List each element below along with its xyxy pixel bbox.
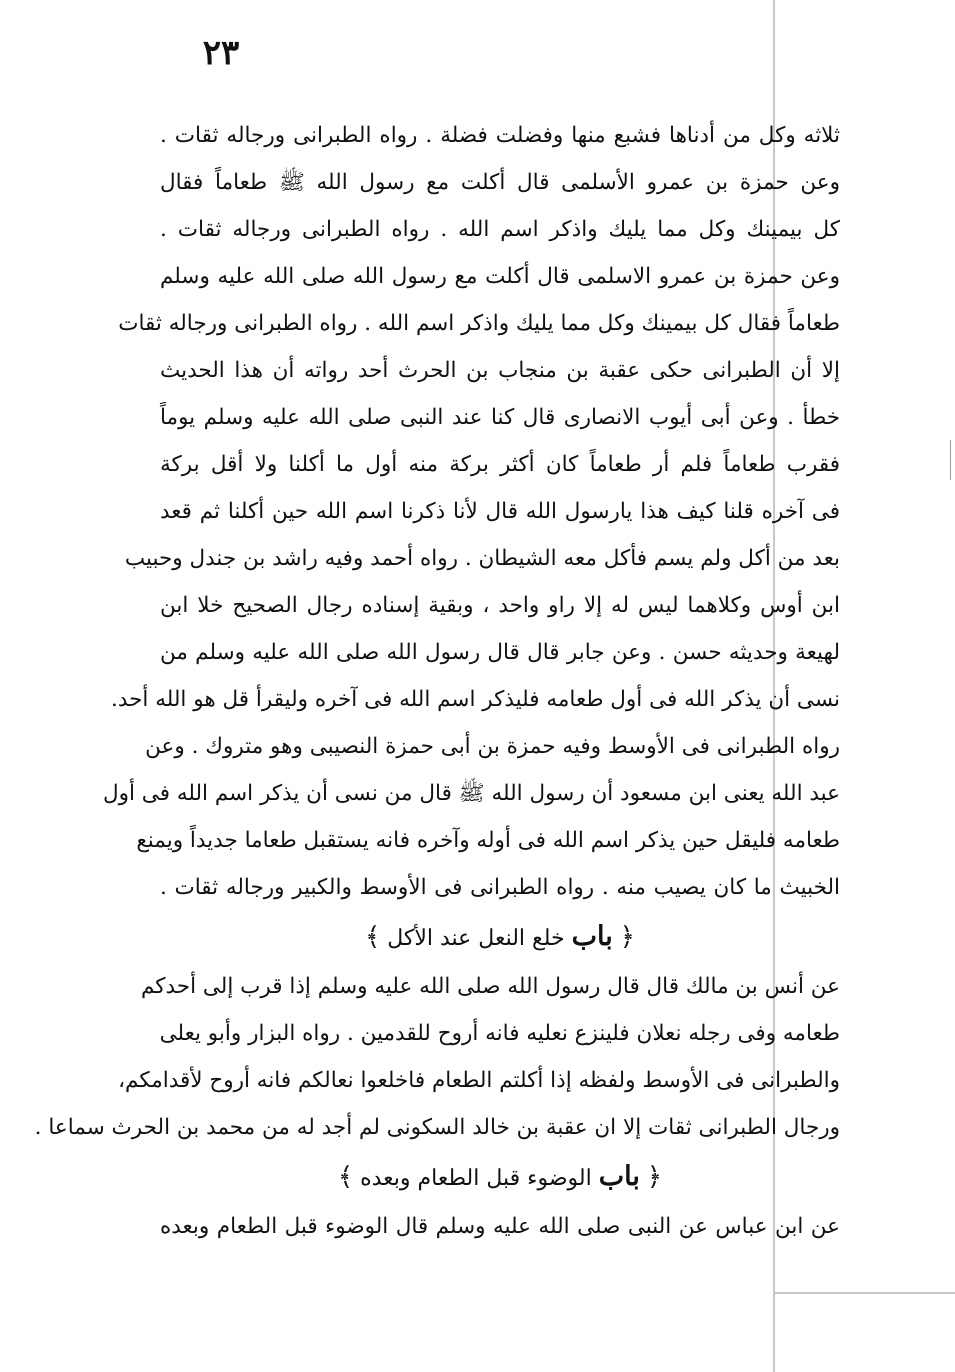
text-line: عبد الله يعنى ابن مسعود أن رسول الله ﷺ قال من نسى أن يذكر اسم الله فى أول (102, 781, 840, 806)
text-line: طعامه وفى رجله نعلان فلينزع نعليه فانه أروح للقدمين . رواه البزار وأبو يعلى (159, 1021, 840, 1046)
text-line: والطبرانى فى الأوسط ولفظه إذا أكلتم الطعام فاخلعوا نعالكم فانه أروح لأقدامكم، (118, 1068, 840, 1093)
text-line: ورجال الطبرانى ثقات إلا ان عقبة بن خالد السكونى لم أجد له من محمد بن الحرث سماعا . (34, 1115, 840, 1140)
text-line: خطأ . وعن أبى أيوب الانصارى قال كنا عند النبى صلى الله عليه وسلم يوماً (160, 405, 840, 430)
chapter-title: خلع النعل عند الأكل (387, 926, 565, 951)
text-line: رواه الطبرانى فى الأوسط وفيه حمزة بن أبى حمزة النصيبى وهو متروك . وعن (145, 734, 840, 759)
main-text (34, 112, 840, 1250)
open-bracket: ﴿ (619, 922, 636, 952)
text-line: عن أنس بن مالك قال قال رسول الله صلى الله عليه وسلم إذا قرب إلى أحدكم (140, 974, 840, 999)
text-line: وعن حمزة بن عمرو الاسلمى قال أكلت مع رسول الله صلى الله عليه وسلم (160, 264, 840, 289)
chapter-label: باب (571, 921, 613, 952)
text-line: الخبيث ما كان يصيب منه . رواه الطبرانى فى الأوسط والكبير ورجاله ثقات . (160, 875, 840, 900)
close-bracket: ﴾ (364, 922, 381, 952)
text-line: طعاماً فقال كل بيمينك وكل مما يليك واذكر اسم الله . رواه الطبرانى ورجاله ثقات (118, 311, 840, 336)
chapter-heading (160, 1151, 840, 1203)
text-line: وعن حمزة بن عمرو الأسلمى قال أكلت مع رسول الله ﷺ طعاماً فقال (160, 170, 840, 195)
text-line: فى آخره قلنا كيف هذا يارسول الله قال لأنا ذكرنا اسم الله حين أكلنا ثم قعد (160, 499, 840, 524)
text-line: طعامه فليقل حين يذكر اسم الله فى أوله وآخره فانه يستقبل طعاما جديداً ويمنع (136, 828, 840, 853)
text-line: لهيعة وحديثه حسن . وعن جابر قال قال رسول الله صلى الله عليه وسلم من (160, 640, 840, 665)
chapter-label: باب (598, 1161, 640, 1192)
scan-bottom-rule (773, 1292, 955, 1294)
text-line: كل بيمينك وكل مما يليك واذكر اسم الله . رواه الطبرانى ورجاله ثقات . (160, 217, 840, 242)
text-line: ثلاثه وكل من أدناها فشبع منها وفضلت فضلة . رواه الطبرانى ورجاله ثقات . (160, 123, 840, 148)
text-line: فقرب طعاماً فلم أر طعاماً كان أكثر بركة منه أول ما أكلنا ولا أقل بركة (160, 452, 840, 477)
open-bracket: ﴿ (646, 1162, 663, 1192)
close-bracket: ﴾ (337, 1162, 354, 1192)
text-line: بعد من أكل ولم يسم فأكل معه الشيطان . رواه أحمد وفيه راشد بن جندل وحبيب (124, 546, 840, 571)
text-line: إلا أن الطبرانى حكى عقبة بن منجاب بن الحرث أحد رواته أن هذا الحديث (160, 358, 840, 383)
chapter-heading (160, 911, 840, 963)
text-line: نسى أن يذكر الله فى أول طعامه فليذكر اسم الله فى آخره وليقرأ قل هو الله أحد. (111, 687, 840, 712)
scan-edge-mark (950, 440, 951, 480)
page-number: ٢٣ (202, 33, 240, 73)
chapter-title: الوضوء قبل الطعام وبعده (360, 1166, 592, 1191)
text-line: عن ابن عباس عن النبى صلى الله عليه وسلم قال الوضوء قبل الطعام وبعده (160, 1214, 840, 1239)
text-line: ابن أوس وكلاهما ليس له إلا راو واحد ، وبقية إسناده رجال الصحيح خلا ابن (160, 593, 840, 618)
